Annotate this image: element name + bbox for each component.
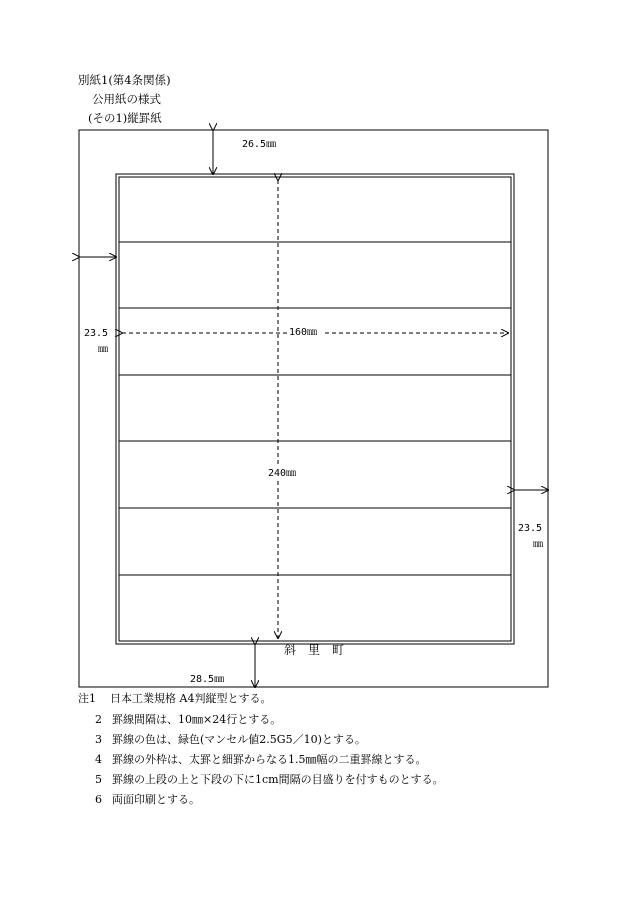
page-outline bbox=[79, 130, 548, 687]
outer-frame bbox=[116, 174, 514, 644]
note-item: 2 罫線間隔は、10㎜×24行とする。 bbox=[95, 713, 282, 726]
height-label: 240㎜ bbox=[268, 468, 297, 479]
top-margin-label: 26.5㎜ bbox=[242, 139, 277, 150]
width-label: 160㎜ bbox=[289, 327, 318, 338]
form-subtitle: (その1)縦罫紙 bbox=[88, 111, 162, 125]
left-margin-unit: ㎜ bbox=[98, 344, 108, 355]
town-name: 斜 里 町 bbox=[284, 643, 345, 657]
note-item: 6 両面印刷とする。 bbox=[95, 793, 200, 806]
left-margin-value: 23.5 bbox=[84, 328, 109, 339]
notes-prefix: 注 bbox=[78, 692, 89, 705]
row-lines bbox=[119, 242, 511, 575]
note-item: 4 罫線の外枠は、太罫と細罫からなる1.5㎜幅の二重罫線とする。 bbox=[95, 753, 427, 766]
attachment-label: 別紙1(第4条関係) bbox=[78, 73, 171, 87]
form-title: 公用紙の様式 bbox=[92, 92, 161, 106]
note-item: 5 罫線の上段の上と下段の下に1cm間隔の目盛りを付すものとする。 bbox=[95, 773, 444, 786]
bottom-margin-label: 28.5㎜ bbox=[190, 674, 225, 685]
inner-frame bbox=[119, 177, 511, 641]
note-item: 3 罫線の色は、緑色(マンセル値2.5G5／10)とする。 bbox=[95, 733, 366, 746]
right-margin-unit: ㎜ bbox=[533, 539, 543, 550]
right-margin-value: 23.5 bbox=[518, 523, 543, 534]
note-item: 注1 日本工業規格 A4判縦型とする。 bbox=[78, 692, 272, 705]
